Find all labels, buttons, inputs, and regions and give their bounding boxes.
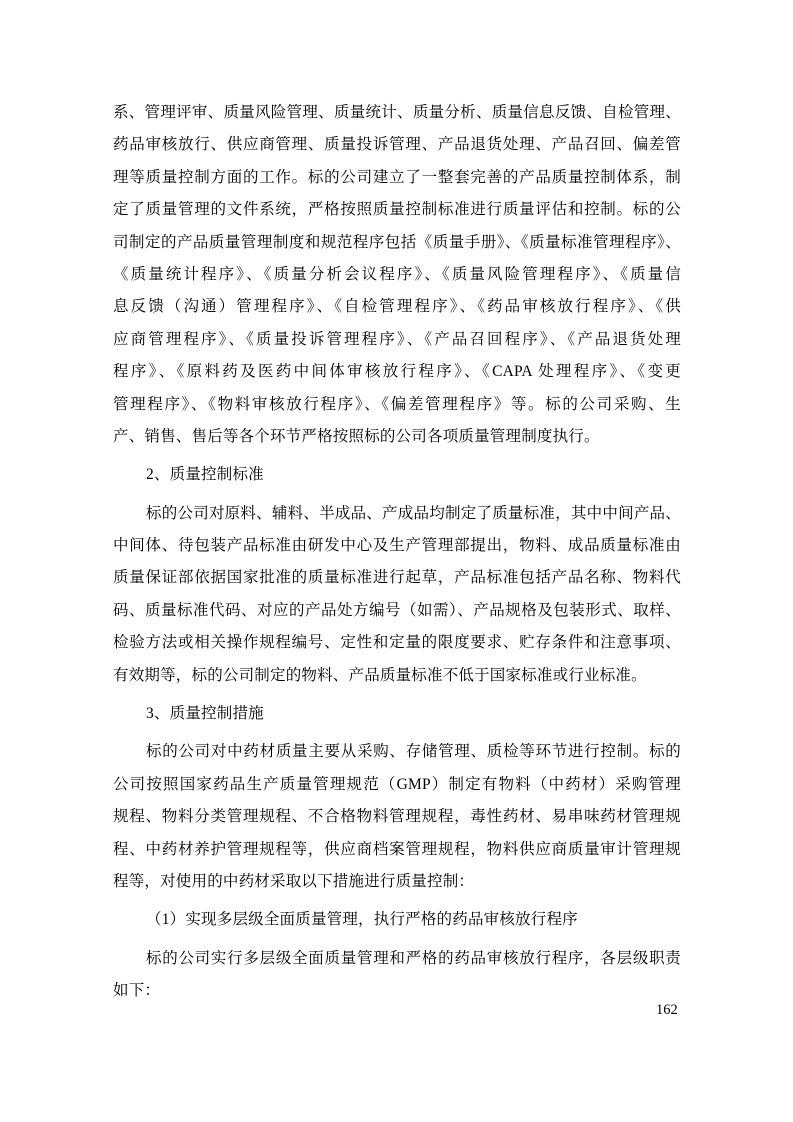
- text-line: 如下：: [113, 982, 161, 1000]
- text-line: 3、质量控制措施: [146, 705, 264, 723]
- text-line: 应商管理程序》、《质量投诉管理程序》、《产品召回程序》、《产品退货处理: [113, 330, 681, 348]
- text-line: 标的公司实行多层级全面质量管理和严格的药品审核放行程序，各层级职责: [146, 949, 681, 967]
- paragraph-quality-control-system: [113, 97, 681, 453]
- text-line: 理等质量控制方面的工作。标的公司建立了一整套完善的产品质量控制体系，制: [113, 168, 681, 186]
- text-line: 程序》、《原料药及医药中间体审核放行程序》、《CAPA 处理程序》、《变更: [113, 363, 681, 381]
- text-line: 码、质量标准代码、对应的产品处方编号（如需）、产品规格及包装形式、取样、: [113, 601, 681, 619]
- text-line: 程等，对使用的中药材采取以下措施进行质量控制：: [113, 872, 475, 890]
- text-line: 系、管理评审、质量风险管理、质量统计、质量分析、质量信息反馈、自检管理、: [113, 104, 681, 121]
- text-line: 《质量统计程序》、《质量分析会议程序》、《质量风险管理程序》、《质量信: [113, 265, 681, 283]
- text-line: 2、质量控制标准: [146, 466, 264, 484]
- document-body: [113, 97, 681, 1008]
- text-line: 规程、物料分类管理规程、不合格物料管理规程，毒性药材、易串味药材管理规: [113, 808, 681, 826]
- text-line: 管理程序》、《物料审核放行程序》、《偏差管理程序》等。标的公司采购、生: [113, 395, 681, 413]
- text-line: 产、销售、售后等各个环节严格按照标的公司各项质量管理制度执行。: [113, 427, 600, 445]
- paragraph-quality-standards: [113, 498, 681, 692]
- text-line: 程、中药材养护管理规程等，供应商档案管理规程，物料供应商质量审计管理规: [113, 840, 681, 858]
- text-line: 司制定的产品质量管理制度和规范程序包括《质量手册》、《质量标准管理程序》、: [113, 233, 681, 251]
- heading-quality-control-standards: [113, 459, 681, 491]
- heading-quality-control-measures: [113, 698, 681, 730]
- subheading-multilevel-quality-management: [113, 904, 681, 936]
- text-line: 标的公司对原料、辅料、半成品、产成品均制定了质量标准，其中中间产品、: [146, 504, 681, 522]
- text-line: 质量保证部依据国家批准的质量标准进行起草，产品标准包括产品名称、物料代: [113, 569, 681, 587]
- text-line: 有效期等，标的公司制定的物料、产品质量标准不低于国家标准或行业标准。: [113, 666, 647, 684]
- paragraph-tcm-quality-control: [113, 736, 681, 898]
- text-line: 药品审核放行、供应商管理、质量投诉管理、产品退货处理、产品召回、偏差管: [113, 136, 681, 154]
- text-line: 息反馈（沟通）管理程序》、《自检管理程序》、《药品审核放行程序》、《供: [113, 298, 681, 316]
- text-line: 中间体、待包装产品标准由研发中心及生产管理部提出，物料、成品质量标准由: [113, 537, 681, 555]
- text-line: （1）实现多层级全面质量管理，执行严格的药品审核放行程序: [146, 911, 578, 929]
- paragraph-multilevel-duties: [113, 943, 681, 1008]
- page-number: 162: [656, 1002, 678, 1018]
- text-line: 公司按照国家药品生产质量管理规范（GMP）制定有物料（中药材）采购管理: [113, 775, 681, 793]
- text-line: 标的公司对中药材质量主要从采购、存储管理、质检等环节进行控制。标的: [146, 743, 681, 761]
- text-line: 定了质量管理的文件系统，严格按照质量控制标准进行质量评估和控制。标的公: [113, 201, 681, 219]
- text-line: 检验方法或相关操作规程编号、定性和定量的限度要求、贮存条件和注意事项、: [113, 634, 681, 652]
